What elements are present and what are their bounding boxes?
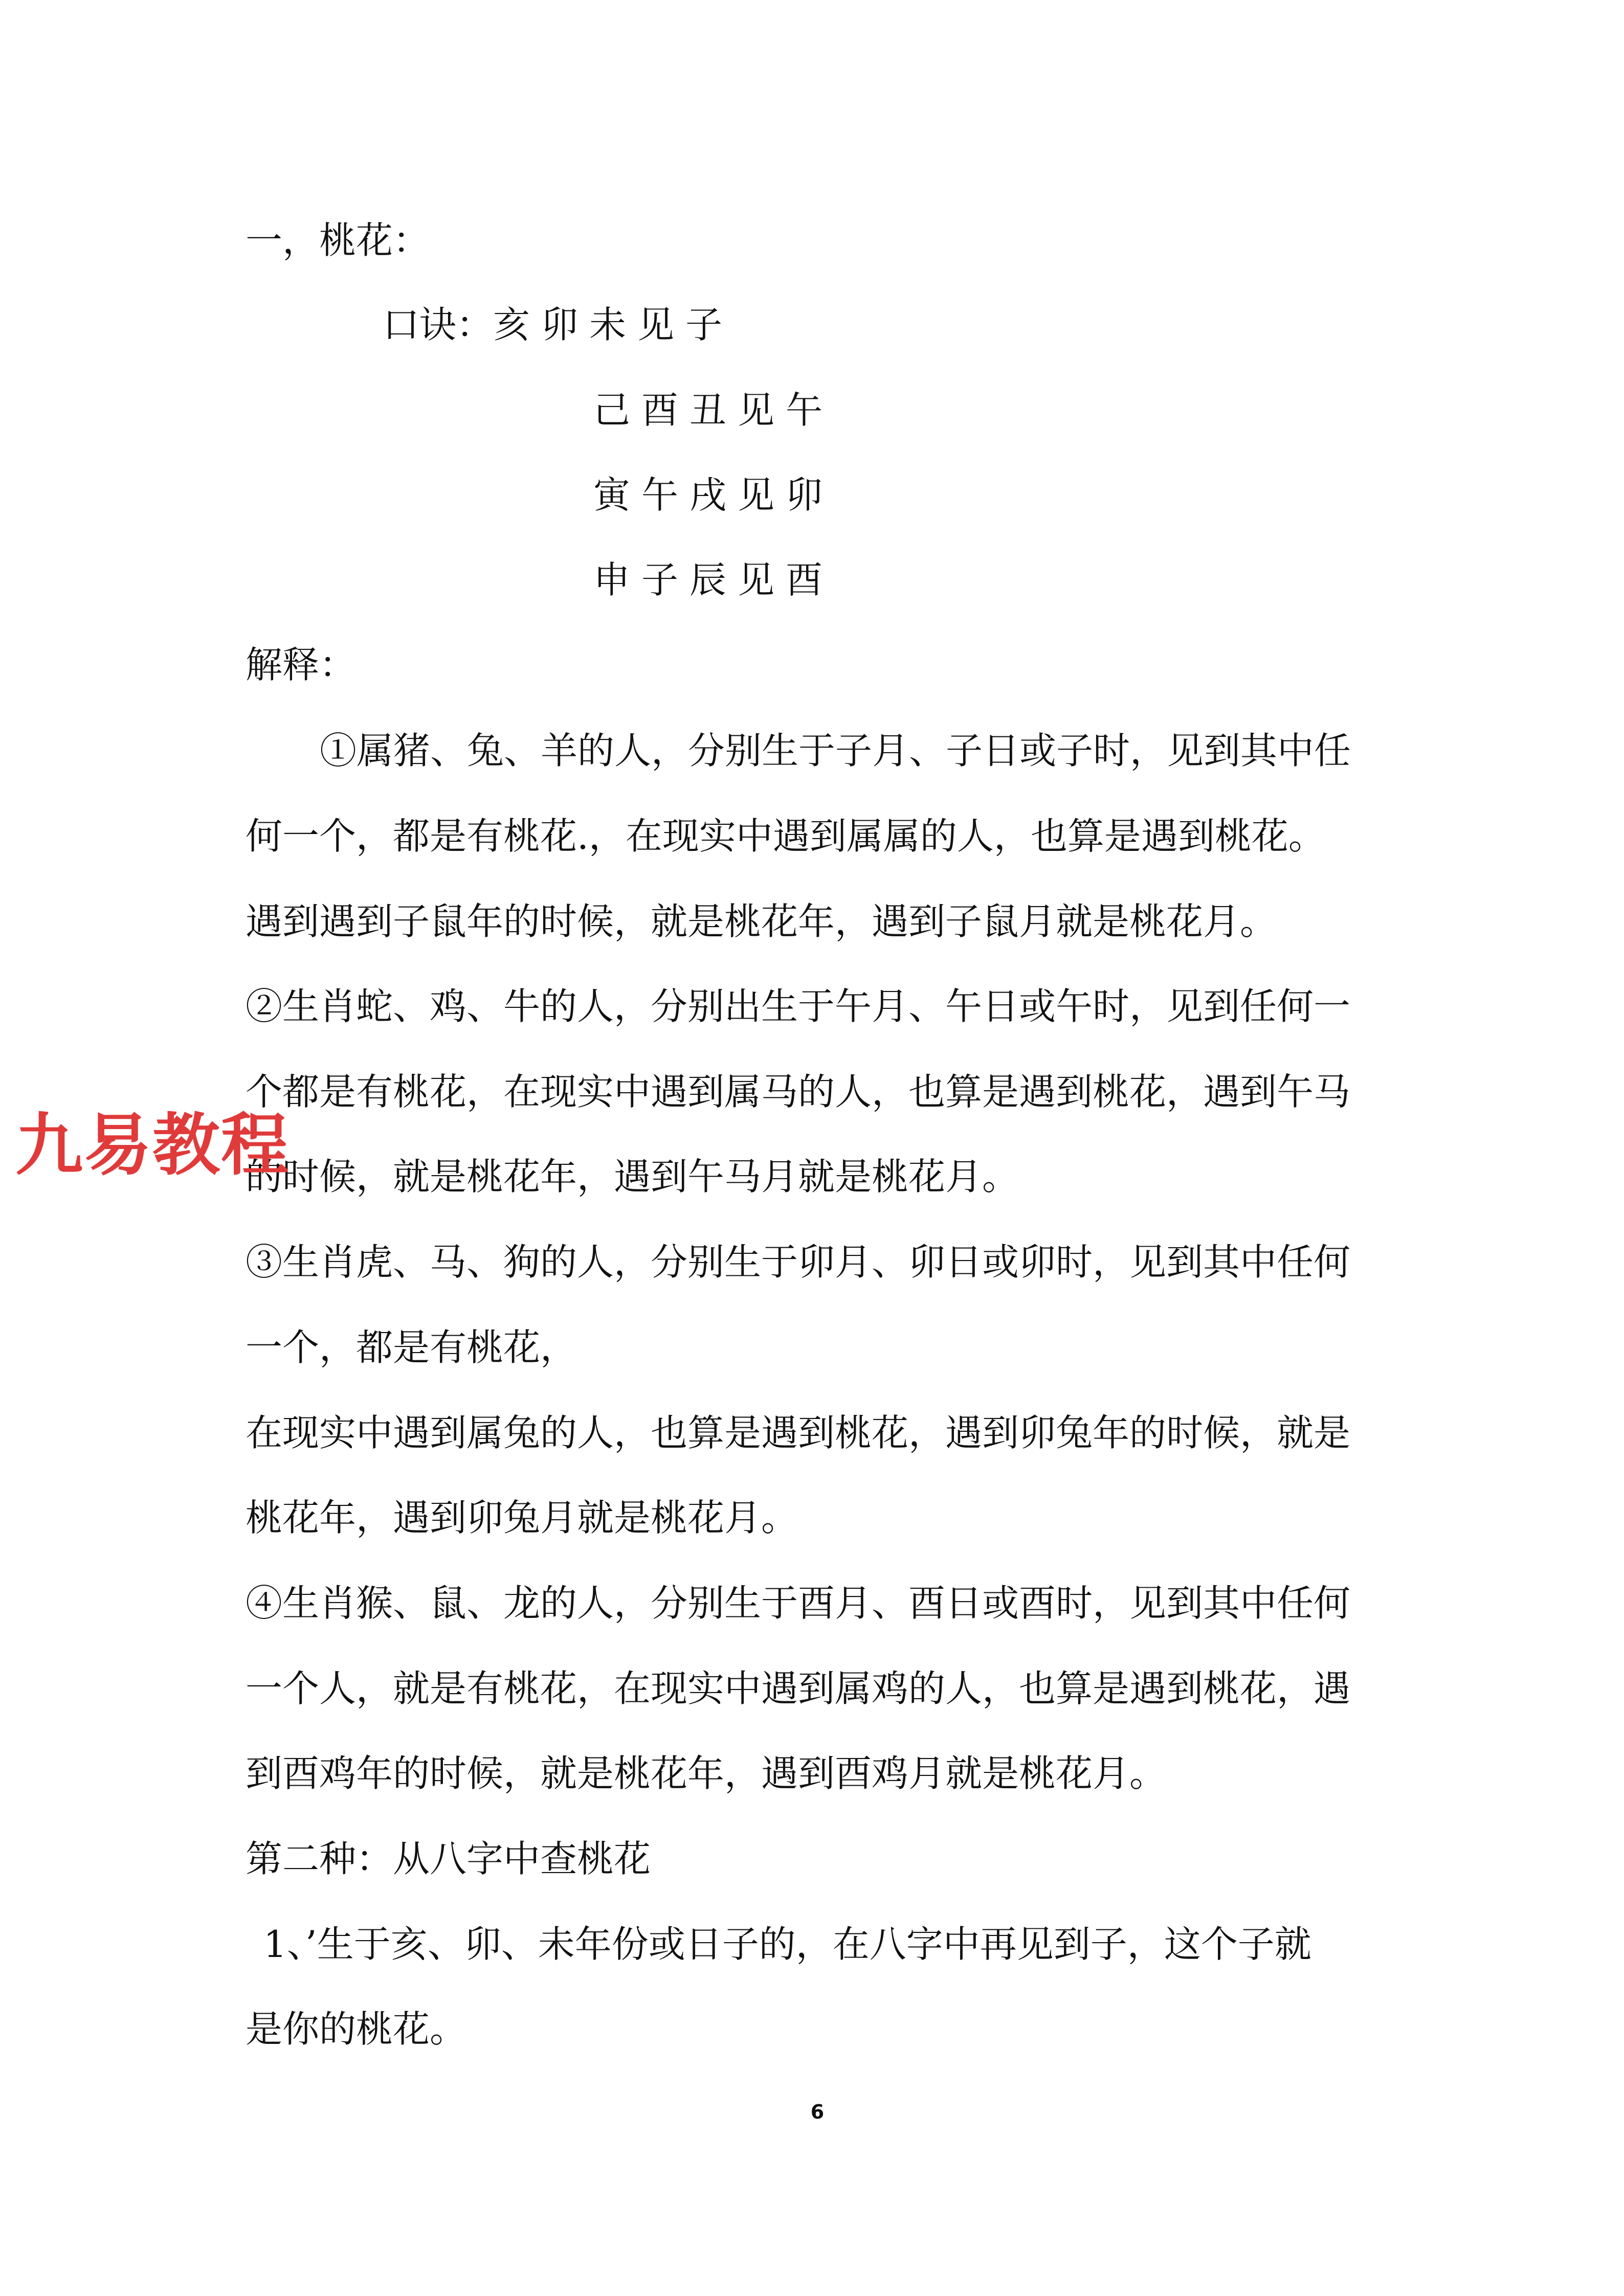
paragraph-line: 一个，都是有桃花， <box>246 1326 577 1369</box>
paragraph-line: 到酉鸡年的时候，就是桃花年，遇到酉鸡月就是桃花月。 <box>246 1752 1167 1795</box>
section-heading: 一，桃花： <box>246 219 430 262</box>
paragraph-line: 一个人，就是有桃花，在现实中遇到属鸡的人，也算是遇到桃花，遇 <box>246 1667 1351 1710</box>
paragraph-line: ②生肖蛇、鸡、牛的人，分别出生于午月、午日或午时，见到任何一 <box>246 985 1351 1028</box>
section-title: 第二种：从八字中查桃花 <box>246 1837 651 1880</box>
paragraph-line: 何一个，都是有桃花.，在现实中遇到属属的人，也算是遇到桃花。 <box>246 815 1325 858</box>
watermark-logo: 九易教程 <box>15 1106 290 1185</box>
paragraph-line: 桃花年，遇到卯兔月就是桃花月。 <box>246 1496 798 1539</box>
section-line: 1、’生于亥、卯、未年份或日子的，在八字中再见到子，这个子就 <box>263 1923 1311 1966</box>
paragraph-line: 遇到遇到子鼠年的时候，就是桃花年，遇到子鼠月就是桃花月。 <box>246 900 1277 943</box>
section-line: 是你的桃花。 <box>246 2008 467 2051</box>
mnemonic-label: 口诀： <box>383 303 494 346</box>
paragraph-line: 的时候，就是桃花年，遇到午马月就是桃花月。 <box>246 1155 1019 1198</box>
paragraph-line: ④生肖猴、鼠、龙的人，分别生于酉月、酉日或酉时，见到其中任何 <box>246 1582 1351 1625</box>
mnemonic-line-1: 亥卯未见子 <box>493 303 734 346</box>
paragraph-line: 个都是有桃花，在现实中遇到属马的人，也算是遇到桃花，遇到午马 <box>246 1070 1351 1113</box>
mnemonic-line-2: 己酉丑见午 <box>593 389 834 432</box>
page-number: 6 <box>810 2101 825 2123</box>
paragraph-line: 在现实中遇到属兔的人，也算是遇到桃花，遇到卯兔年的时候，就是 <box>246 1411 1351 1454</box>
paragraph-line: ③生肖虎、马、狗的人，分别生于卯月、卯日或卯时，见到其中任何 <box>246 1241 1351 1284</box>
mnemonic-line-4: 申子辰见酉 <box>593 558 834 601</box>
mnemonic-line-3: 寅午戌见卯 <box>593 474 834 516</box>
paragraph-line: ①属猪、兔、羊的人，分别生于子月、子日或子时，见到其中任 <box>320 729 1351 772</box>
explanation-label: 解释： <box>246 643 357 686</box>
